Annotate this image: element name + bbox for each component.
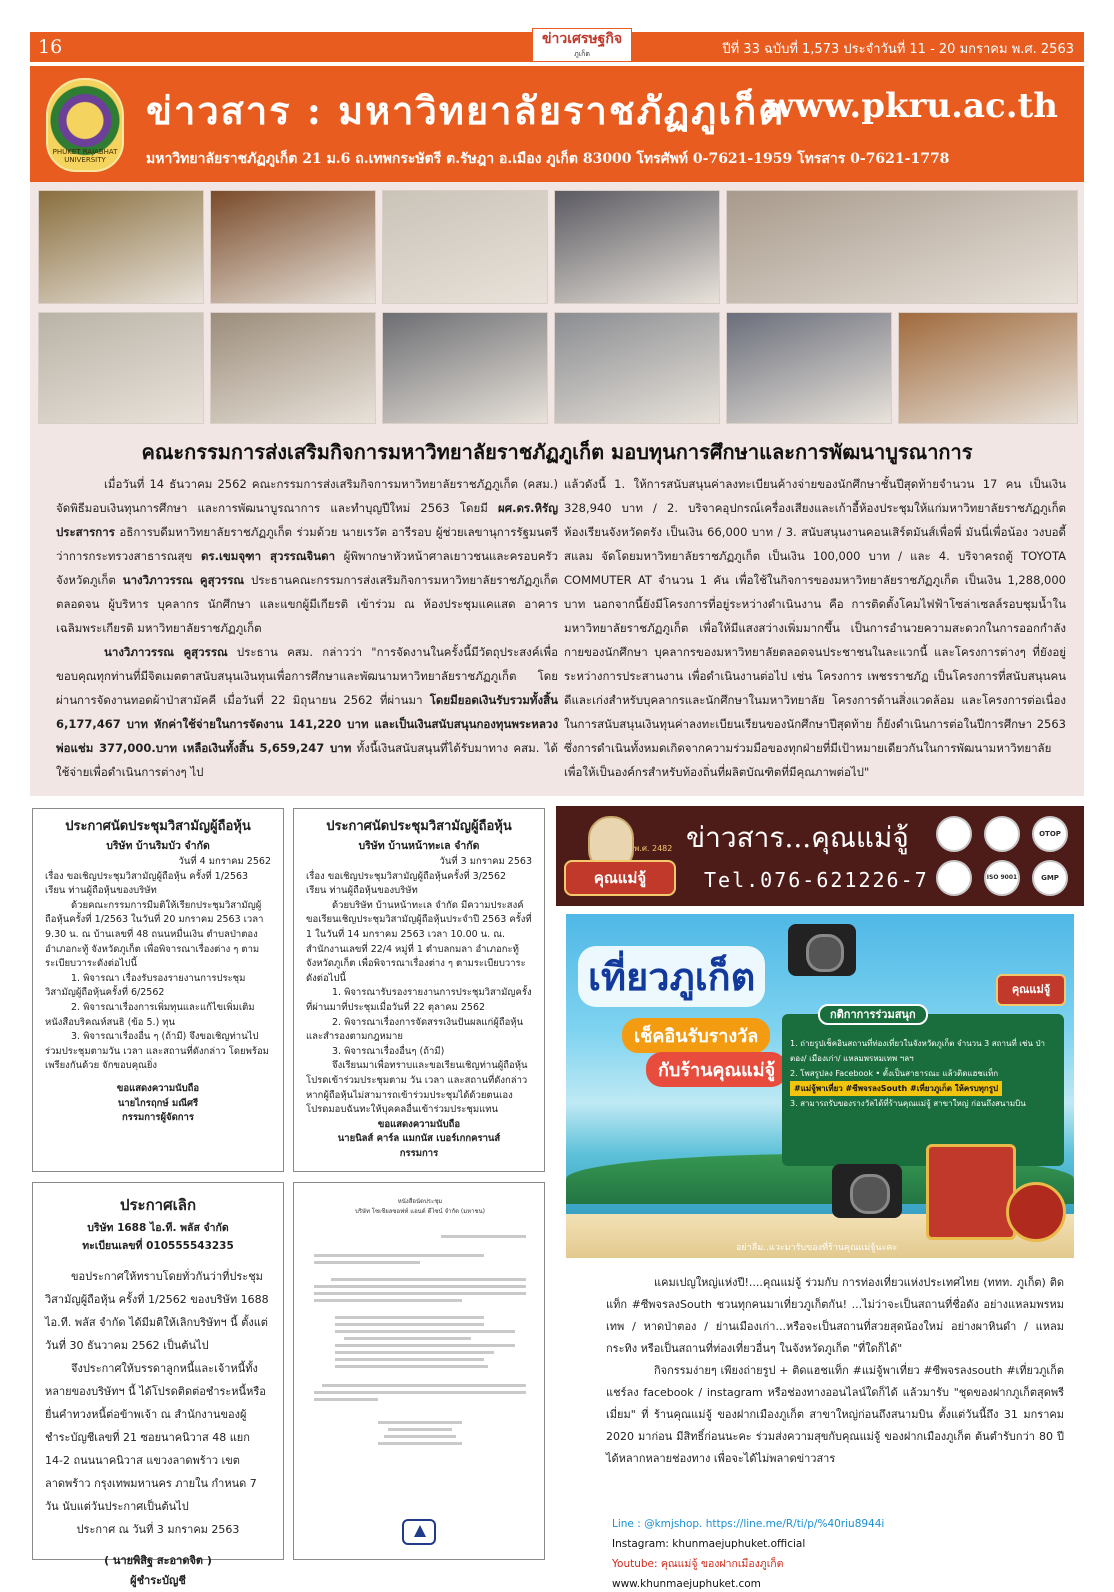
instagram-link[interactable]: Instagram: khunmaejuphuket.official: [612, 1538, 806, 1550]
agenda-item: 1. พิจารณารับรองรายงานการประชุมวิสามัญครั้งที่ผ่านมาที่ประชุมเมื่อวันที่ 22 ตุลาคม 2562: [306, 987, 532, 1013]
notice-heading: ประกาศเลิก: [119, 1196, 197, 1214]
newspaper-masthead: [532, 28, 632, 62]
website-link[interactable]: www.khunmaejuphuket.com: [612, 1578, 761, 1590]
notice-body: ด้วยคณะกรรมการมีมติให้เรียกประชุมวิสามัญผู้ถือหุ้นครั้งที่ 1/2563 ในวันที่ 20 มกราคม 2563 เวลา 9.30 น. ณ บ้านเลขที่ 48 ถนนหมื่นเงิน ตำบลป่าตอง อำเภอกะทู้ จังหวัดภูเก็ต เพื่อพิจารณาเรื่องต่าง ๆ ตามระเบียบวาระดังต่อไปนี้: [45, 899, 264, 970]
ad-paragraph: แคมเปญใหญ่แห่งปี!....คุณแม่จู้ ร่วมกับ การท่องเที่ยวแห่งประเทศไทย (ททท. ภูเก็ต) ติดแท็ก #ซีพจรลงSouth ชวนทุกคนมาเที่ยวภูเก็ตกัน! ...ไม่ว่าจะเป็นสถานที่ชื่อดัง อย่างแหลมพรหมเทพ / หาดป่าตอง / ย่านเมืองเก่า...หรือจะเป็นสถานที่สวยสุดน้องใหม่ อย่างผาหินดำ / แหลมกระทิง หรือเป็นสถานที่ท่องเที่ยวอื่นๆ ในจังหวัดภูเก็ต "ที่ใดก็ได้": [606, 1276, 1064, 1355]
ad-header: [556, 806, 1084, 906]
meeting-notice-banrimbua: [32, 808, 284, 1172]
scan-company: บริษัท โซเชียลซอฟท์ แอนด์ ดีไซน์ จำกัด (มหาชน): [354, 1208, 486, 1215]
photo-student-blessing: [210, 312, 376, 424]
article-bold-name: ดร.เขมจุฑา สุวรรณจินดา: [200, 549, 336, 563]
notice-body: ด้วยบริษัท บ้านหน้าทะเล จำกัด มีความประสงค์ขอเรียนเชิญประชุมวิสามัญผู้ถือหุ้นประจำปี 2563 ครั้งที่ 1 ในวันที่ 14 มกราคม 2563 เวลา 10.00 น. ณ. สำนักงานเลขที่ 22/4 หมู่ที่ 1 ตำบลกมลา อำเภอกะทู้ จังหวัดภูเก็ต เพื่อพิจารณาเรื่องต่าง ๆ ตามระเบียบวาระดังต่อไปนี้: [306, 899, 532, 984]
photo-monks-ceremony: [38, 190, 204, 304]
poster-title: เที่ยวภูเก็ต: [578, 946, 765, 1007]
notice-date: วันที่ 3 มกราคม 2563: [439, 856, 532, 867]
photo-scholarship-students: [726, 190, 1078, 304]
notice-position: กรรมการ: [399, 1147, 439, 1159]
line-link[interactable]: Line : @kmjshop. https://line.me/R/ti/p/%40riu8944i: [612, 1518, 885, 1530]
article-bold-name: ผศ.ดร.หิรัญ ประสารการ: [56, 501, 559, 539]
company-stamp-icon: [402, 1519, 436, 1545]
notice-signer: นายนิลส์ คาร์ล แมกนัส เบอร์เกกครานส์: [337, 1133, 501, 1145]
notice-body: จึงประกาศให้บรรดาลูกหนี้และเจ้าหนี้ทั้งหลายของบริษัทฯ นี้ ได้โปรดติดต่อชำระหนี้หรือยื่นคำทวงหนี้ต่อข้าพเจ้า ณ สำนักงานของผู้ชำระบัญชีเลขที่ 21 ซอยนาคนิวาส 48 แยก 14-2 ถนนนาคนิวาส แขวงลาดพร้าว เขตลาดพร้าว กรุงเทพมหานคร ภายใน กำหนด 7 วัน นับแต่วันประกาศเป็นต้นไป: [45, 1362, 266, 1513]
banner-title: ข่าวสาร : มหาวิทยาลัยราชภัฏภูเก็ต: [146, 88, 785, 133]
notice-closing: ขอแสดงความนับถือ: [377, 1118, 461, 1130]
rule-item: 3. สามารถรับของรางวัลได้ที่ร้านคุณแม่จู้ สาขาใหญ่ ก่อนถึงสนามบิน: [790, 1099, 1026, 1108]
article-bold-name: นางวิภาวรรณ คูสุวรรณ: [122, 573, 245, 587]
poster-brand-logo: คุณแม่จู้: [996, 974, 1066, 1006]
notice-recipient: เรียน ท่านผู้ถือหุ้นของบริษัท: [45, 885, 157, 897]
university-address: มหาวิทยาลัยราชภัฏภูเก็ต 21 ม.6 ถ.เทพกระษัตรี ต.รัษฎา อ.เมือง ภูเก็ต 83000 โทรศัพท์ 0-7621-1959 โทรสาร 0-7621-1778: [146, 151, 950, 167]
notice-body: จึงเรียนมาเพื่อทราบและขอเรียนเชิญท่านผู้ถือหุ้นโปรดเข้าร่วมประชุมตาม วัน เวลา และสถานที่ดังกล่าว หากผู้ถือหุ้นไม่สามารถเข้าร่วมประชุมได้ด้วยตนเอง โปรดมอบฉันทะให้บุคคลอื่นเข้าร่วมประชุมแทน: [306, 1060, 528, 1116]
article-text: เมื่อวันที่ 14 ธันวาคม 2562 คณะกรรมการส่งเสริมกิจการมหาวิทยาลัยราชภัฏภูเก็ต (คสม.) จัดพิธีมอบเงินทุนการศึกษา และการพัฒนาบูรณาการ และทำบุญปีใหม่ 2563 โดยมี: [56, 477, 558, 515]
article-text: ทั้งนี้เงินสนับสนุนที่ได้รับมาทาง คสม. ได้ใช้จ่ายเพื่อดำเนินการต่างๆ ไป: [56, 741, 559, 779]
notice-heading: ประกาศนัดประชุมวิสามัญผู้ถือหุ้น: [326, 819, 512, 834]
campaign-rules: [782, 1008, 1064, 1166]
page-header-strip: [30, 32, 1084, 62]
university-website[interactable]: www.pkru.ac.th: [764, 86, 1058, 126]
halal-badge-icon: [936, 816, 972, 852]
photo-group-auditorium: [554, 312, 720, 424]
photo-van-donation: [726, 312, 892, 424]
university-banner: [30, 66, 1084, 182]
notice-position: กรรมการผู้จัดการ: [122, 1112, 194, 1124]
article-text: ประธาน คสม. กล่าวว่า "การจัดงานในครั้งนี้มีวัตถุประสงค์เพื่อขอบคุณทุกท่านที่มีจิตเมตตาสนับสนุนเงินทุนเพื่อการศึกษาและพัฒนามหาวิทยาลัยราชภัฏภูเก็ต โดยผ่านการจัดงานทอดผ้าป่าสามัคคี เมื่อวันที่ 22 มิถุนายน 2562 ที่ผ่านมา: [56, 645, 559, 707]
youtube-link[interactable]: Youtube: คุณแม่จู้ ของฝากเมืองภูเก็ต: [612, 1558, 784, 1570]
otop-badge-icon: OTOP: [1032, 816, 1068, 852]
dissolution-notice: [32, 1182, 284, 1587]
agenda-item: 2. พิจารณาเรื่องการเพิ่มทุนและแก้ไขเพิ่มเติมหนังสือบริคณห์สนธิ (ข้อ 5.) ทุน: [45, 1001, 255, 1028]
notice-position: ผู้ชำระบัญชี: [130, 1574, 186, 1587]
notice-registration: ทะเบียนเลขที่ 010555543235: [82, 1240, 234, 1252]
poster-ribbon: เช็คอินรับรางวัล: [622, 1018, 770, 1053]
camera-icon: [788, 924, 856, 976]
scan-title: หนังสือนัดประชุม: [397, 1198, 443, 1205]
agenda-item: 3. พิจารณาเรื่องอื่น ๆ (ถ้ามี) จึงขอเชิญท่านไปร่วมประชุมตามวัน เวลา และสถานที่ดังกล่าว โดยพร้อมเพรียงกันด้วย จักขอบคุณยิ่ง: [45, 1031, 269, 1072]
campaign-poster: [566, 914, 1074, 1258]
notice-company: บริษัท บ้านหน้าทะเล จำกัด: [358, 840, 480, 852]
photo-speaker-podium: [210, 190, 376, 304]
rules-heading: กติกาการร่วมสนุก: [818, 1004, 928, 1025]
feature-article: [30, 182, 1084, 796]
photo-student-wai: [382, 312, 548, 424]
gmp-badge-icon: GMP: [1032, 860, 1068, 896]
ad-phone[interactable]: Tel.076-621226-7: [704, 868, 929, 892]
notice-company: บริษัท 1688 ไอ.ที. พลัส จำกัด: [87, 1222, 229, 1234]
meeting-notice-bannathale: [293, 808, 545, 1172]
issue-info: ปีที่ 33 ฉบับที่ 1,573 ประจำวันที่ 11 - 20 มกราคม พ.ศ. 2563: [722, 42, 1074, 57]
notice-signer: นายไกรฤกษ์ มณีศรี: [117, 1097, 199, 1109]
agenda-item: 1. พิจารณา เรื่องรับรองรายงานการประชุมวิสามัญผู้ถือหุ้นครั้งที่ 6/2562: [45, 972, 246, 999]
article-text: อธิการบดีมหาวิทยาลัยราชภัฏภูเก็ต ร่วมด้วย นายเรวัต อารีรอบ ผู้ช่วยเลขานุการรัฐมนตรีว่าการกระทรวงสาธารณสุข: [56, 525, 558, 563]
logo-since: พ.ศ. 2482: [634, 844, 673, 853]
notice-date: วันที่ 4 มกราคม 2562: [178, 856, 271, 867]
scanned-meeting-letter: [293, 1182, 545, 1560]
poster-ribbon: กับร้านคุณแม่จู้: [646, 1052, 787, 1087]
ad-paragraph: กิจกรรมง่ายๆ เพียงถ่ายรูป + ติดแฮชแท็ก #แม่จู้พาเที่ยว #ซีพจรลงsouth #เที่ยวภูเก็ต แชร์ลง facebook / instagram หรือช่องทางออนไลน์ใดก็ได้ แล้วมารับ "ชุดของฝากภูเก็ตสุดพรีเมี่ยม" ที่ ร้านคุณแม่จู้ ของฝากเมืองภูเก็ต สาขาใหญ่ก่อนถึงสนามบิน ตั้งแต่วันนี้ถึง 31 มกราคม 2020 มาก่อน มีสิทธิ์ก่อนนะคะ ร่วมส่งความสุขกับคุณแม่จู้ ของฝากเมืองภูเก็ต ต้นตำรับกว่า 80 ปี ได้หลากหลายช่องทาง เพื่อจะได้ไม่พลาดข่าวสาร: [606, 1364, 1064, 1465]
masthead-title: ข่าวเศรษฐกิจ: [541, 31, 623, 47]
hashtag-label: #แม่จู้พาเที่ยว #ซีพจรลงSouth #เที่ยวภูเก็ต ให้ครบทุกรูป: [790, 1081, 1002, 1096]
camera-icon: [832, 1164, 902, 1218]
rule-item: 2. โพสรูปลง Facebook • ตั้งเป็นสาธารณะ แล้วติดแฮชแท็ก: [790, 1069, 999, 1078]
article-bold-figures: โดยมียอดเงินรับรวมทั้งสิ้น 6,177,467 บาท หักค่าใช้จ่ายในการจัดงาน 141,220 บาท และเป็นเงินสนับสนุนกองทุนพระหลวงพ่อแช่ม 377,000.บาท เหลือเงินทั้งสิ้น 5,659,247 บาท: [56, 693, 559, 755]
article-column-right: แล้วดังนี้ 1. ให้การสนับสนุนค่าลงทะเบียนค้างจ่ายของนักศึกษาชั้นปีสุดท้ายจำนวน 17 คน เป็นเงิน 328,940 บาท / 2. บริจาคอุปกรณ์เครื่องเสียงและเก้าอี้ห้องประชุมให้แก่มหาวิทยาลัยราชภัฏภูเก็ต ห้องเรียนจังหวัดตรัง เป็นเงิน 66,000 บาท / 3. สนับสนุนงานคอนเสิร์ตมันส์เพื่อพี่ มันนี่เพื่อน้อง วงบอดี้สแลม จัดโดยมหาวิทยาลัยราชภัฏภูเก็ต เป็นเงิน 100,000 บาท / และ 4. บริจาครถตู้ TOYOTA COMMUTER AT จำนวน 1 คัน เพื่อใช้ในกิจการของมหาวิทยาลัยราชภัฏภูเก็ต เป็นเงิน 1,288,000 บาท นอกจากนี้ยังมีโครงการที่อยู่ระหว่างดำเนินงาน คือ การติดตั้งโคมไฟฟ้าโซล่าเซลล์รอบชุมน้ำในมหาวิทยาลัยราชภัฏภูเก็ต เพื่อให้มีแสงสว่างเพิ่มมากขึ้น เป็นการอำนวยความสะดวกในการออกกำลังกายของนักศึกษา บุคลากรของมหาวิทยาลัยตลอดจนประชาชนในละแวกนี้ และโครงการต่างๆ ที่ยังอยู่ระหว่างการประสานงาน เพื่อดำเนินงานต่อไป เช่น โครงการ เพชรราชภัฏ เป็นโครงการที่สนับสนุนคนดีและเก่งสำหรับบุคลากรและนักศึกษาในมหาวิทยาลัย โครงการด้านสิ่งแวดล้อม และโครงการต่อเนื่องในการสนับสนุนเงินทุนค่าลงทะเบียนเรียนของนักศึกษาปีสุดท้าย ก็ยังดำเนินการต่อในปีการศึกษา 2563 ซึ่งการดำเนินทั้งหมดเกิดจากความร่วมมือของทุกฝ่ายที่มีเป้าหมายเดียวกันในการพัฒนามหาวิทยาลัยเพื่อให้เป็นองค์กรสำหรับท้องถิ่นที่ผลิตบัณฑิตที่มีคุณภาพต่อไป": [564, 477, 1066, 779]
article-bold-name: นางวิภาวรรณ คูสุวรรณ: [104, 645, 228, 659]
notice-body: ขอประกาศให้ทราบโดยทั่วกันว่าที่ประชุมวิสามัญผู้ถือหุ้น ครั้งที่ 1/2562 ของบริษัท 1688 ไอ.ที. พลัส จำกัด ได้มีมติให้เลิกบริษัทฯ นี้ ตั้งแต่วันที่ 30 ธันวาคม 2562 เป็นต้นไป: [45, 1270, 269, 1352]
seal-text: PHUKET RAJABHAT UNIVERSITY: [52, 148, 118, 164]
gift-tin-icon: [1006, 1182, 1066, 1242]
notice-signer: ( นายพิสิฐ สะอาดจิต ): [104, 1554, 212, 1567]
logo-brand: คุณแม่จู้: [564, 860, 676, 896]
rule-item: 1. ถ่ายรูปเช็คอินสถานที่ท่องเที่ยวในจังหวัดภูเก็ต จำนวน 3 สถานที่ เช่น ป่าตอง/ เมืองเก่า/ แหลมพรหมเทพ ฯลฯ: [790, 1039, 1046, 1063]
notice-recipient: เรียน ท่านผู้ถือหุ้นของบริษัท: [306, 885, 418, 897]
notice-closing: ขอแสดงความนับถือ: [116, 1082, 200, 1094]
notice-subject: เรื่อง ขอเชิญประชุมวิสามัญผู้ถือหุ้น ครั้งที่ 1/2563: [45, 870, 249, 882]
notice-date: ประกาศ ณ วันที่ 3 มกราคม 2563: [76, 1523, 240, 1536]
ad-title: ข่าวสาร...คุณแม่จู้: [686, 821, 909, 854]
khunmaeju-logo: [564, 812, 676, 900]
notice-company: บริษัท บ้านริมบัว จำกัด: [106, 840, 210, 852]
ad-description: [606, 1272, 1064, 1470]
gift-box-icon: [926, 1144, 1016, 1240]
masthead-subtitle: ภูเก็ต: [574, 50, 590, 58]
article-headline: คณะกรรมการส่งเสริมกิจการมหาวิทยาลัยราชภัฏภูเก็ต มอบทุนการศึกษาและการพัฒนาบูรณาการ: [141, 440, 973, 464]
thai-fda-badge-icon: [984, 816, 1020, 852]
scanned-document: [314, 1197, 526, 1449]
article-text: ผู้พิพากษาหัวหน้าศาลเยาวชนและครอบครัวจังหวัดภูเก็ต: [56, 549, 559, 587]
photo-guest-applause: [38, 312, 204, 424]
poster-footer: อย่าลืม..แวะมารับของที่ร้านคุณแม่จู้นะคะ: [736, 1243, 898, 1253]
quality-badge-icon: [936, 860, 972, 896]
photo-thai-dancers: [898, 312, 1078, 424]
university-seal-logo: [46, 78, 124, 172]
photo-certificate-handover: [554, 190, 720, 304]
article-text: ประธานคณะกรรมการส่งเสริมกิจการมหาวิทยาลัยราชภัฏภูเก็ต ตลอดจน ผู้บริหาร บุคลากร นักศึกษา และแขกผู้มีเกียรติ เข้าร่วม ณ ห้องประชุมแคแสด อาคารเฉลิมพระเกียรติ มหาวิทยาลัยราชภัฏภูเก็ต: [56, 573, 559, 635]
ad-contact-links: [612, 1514, 884, 1592]
agenda-item: 2. พิจารณาเรื่องการจัดสรรเงินปันผลแก่ผู้ถือหุ้นและสำรองตามกฎหมาย: [306, 1016, 524, 1043]
iso-badge-icon: ISO 9001: [984, 860, 1020, 896]
notice-subject: เรื่อง ขอเชิญประชุมวิสามัญผู้ถือหุ้นครั้งที่ 3/2562: [306, 870, 507, 882]
article-column-left: [56, 472, 558, 784]
notice-heading: ประกาศนัดประชุมวิสามัญผู้ถือหุ้น: [65, 819, 251, 834]
page-number: 16: [38, 36, 63, 58]
khunmaeju-advertisement: [556, 806, 1084, 1590]
photo-group-stage: [382, 190, 548, 304]
agenda-item: 3. พิจารณาเรื่องอื่นๆ (ถ้ามี): [332, 1045, 445, 1057]
